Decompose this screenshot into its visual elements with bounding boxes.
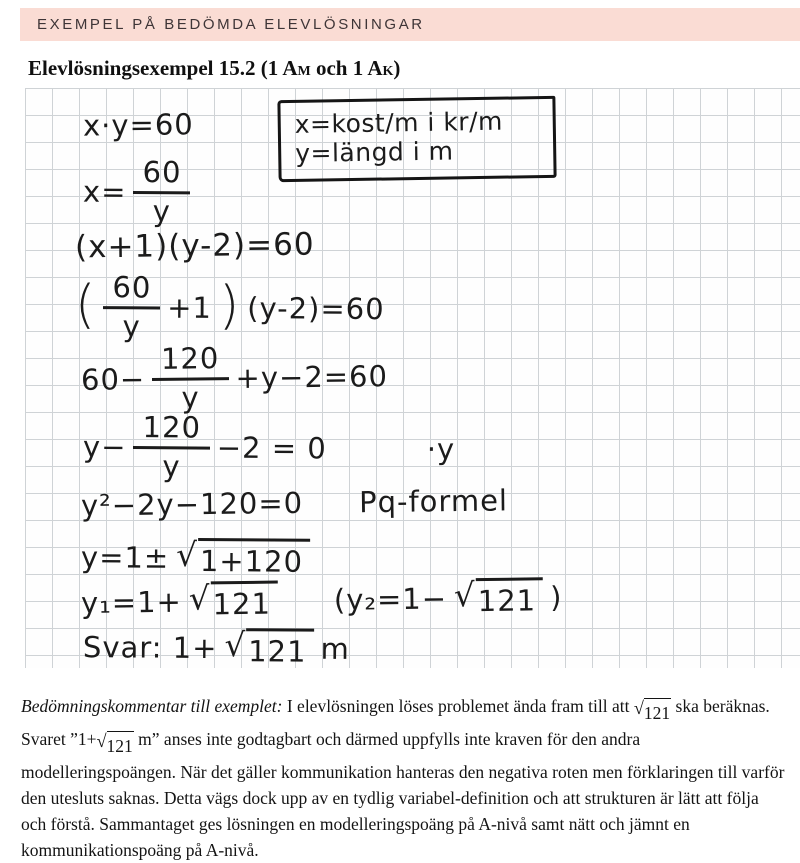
- spacer: [285, 600, 327, 601]
- fraction-120-y: [152, 341, 229, 415]
- page-title-smallcap-m: M: [297, 64, 311, 79]
- fraction-denominator: y: [181, 380, 200, 415]
- spacer: [334, 448, 420, 449]
- section-banner: [20, 8, 800, 41]
- square-root: [224, 628, 313, 669]
- equation-lhs: x=: [82, 174, 127, 209]
- answer-label: Svar: 1+: [82, 630, 218, 666]
- fraction-60-y: [103, 270, 160, 344]
- inline-square-root: [634, 698, 671, 726]
- fraction-denominator: y: [122, 309, 141, 344]
- page-title-smallcap-k: K: [382, 64, 394, 79]
- work-line-5: [81, 342, 389, 414]
- big-close-paren: ): [218, 275, 241, 336]
- equation-rest: (y-2)=60: [247, 291, 385, 327]
- fraction-denominator: y: [152, 194, 171, 229]
- inline-square-root: [96, 731, 133, 759]
- equation-pre: 60−: [80, 362, 146, 397]
- equation-pre: y=1±: [80, 540, 170, 575]
- radical-sign-icon: √: [633, 698, 644, 718]
- commentary-text: I elevlösningen löses problemet ända fram till att: [282, 696, 634, 716]
- page-title-text: Elevlösningsexempel 15.2 (1 A: [28, 56, 298, 80]
- radical-sign-icon: √: [176, 535, 199, 575]
- equation-xy-60: x·y=60: [82, 107, 194, 143]
- answer-unit: m: [320, 631, 350, 666]
- work-line-6: [82, 410, 456, 484]
- square-root: [454, 577, 544, 618]
- variable-definition-box: [277, 96, 556, 182]
- commentary-text: ska beräknas. Svaret ”1+: [21, 696, 770, 750]
- commentary-text: m” anses inte godtagbart och därmed uppfylls inte kraven för den andra modelleringspoängen. När det gäller kommunikation hanteras den negativa roten men förklaringen till varför den utesluts saknas. Detta vägs dock upp av en tydlig variabel-definition och att strukturen är lätt att följa och förstå. Sammantaget ges lösningen en modelleringspoäng på A-nivå samt nätt och jämnt en kommunikationspoäng på A-nivå.: [21, 729, 785, 861]
- pq-formula-annotation: Pq-formel: [358, 483, 509, 520]
- variable-def-x: x=kost/m i kr/m: [294, 106, 504, 139]
- square-root: [176, 535, 310, 579]
- fraction-numerator: 60: [133, 158, 190, 194]
- radicand: 121: [476, 577, 544, 618]
- radicand: 121: [246, 628, 314, 668]
- radical-sign-icon: √: [188, 579, 211, 618]
- work-line-answer: [83, 627, 350, 669]
- fraction-denominator: y: [162, 449, 181, 484]
- quadratic-equation: y²−2y−120=0: [80, 485, 304, 523]
- root-1: y₁=1+: [80, 584, 183, 620]
- page-title-text-end: ): [393, 56, 401, 80]
- radical-sign-icon: √: [453, 576, 476, 615]
- commentary-lead-italic: Bedömningskommentar till exemplet:: [21, 696, 283, 716]
- square-root: [189, 581, 279, 622]
- equation-mid: +1: [167, 290, 213, 325]
- work-line-2: [82, 155, 191, 229]
- radical-sign-icon: √: [96, 731, 107, 752]
- grid-paper-worksheet: [25, 88, 800, 668]
- work-line-8: [81, 537, 310, 579]
- fraction-numerator: 60: [103, 273, 160, 309]
- multiply-by-y-annotation: ·y: [426, 432, 456, 467]
- equation-expanded-form: (x+1)(y-2)=60: [74, 226, 315, 266]
- page-title-text-mid: och 1 A: [310, 56, 383, 80]
- fraction-60-y: [133, 155, 190, 229]
- variable-def-y: y=längd i m: [294, 136, 454, 168]
- equation-post: +y−2=60: [235, 359, 389, 395]
- radicand: 121: [107, 731, 134, 759]
- equation-post: −2 = 0: [216, 430, 327, 466]
- page-title: [28, 56, 400, 81]
- spacer: [310, 502, 352, 503]
- fraction-numerator: 120: [133, 413, 210, 450]
- radicand: 1+120: [198, 538, 310, 579]
- fraction-numerator: 120: [152, 344, 229, 381]
- section-banner-label: EXEMPEL PÅ BEDÖMDA ELEVLÖSNINGAR: [37, 16, 425, 33]
- work-line-3: [75, 227, 315, 266]
- work-line-4: [74, 270, 385, 344]
- big-open-paren: (: [74, 274, 97, 335]
- work-line-9: [81, 577, 563, 623]
- close-paren: ): [549, 580, 563, 615]
- fraction-120-y: [133, 410, 210, 484]
- radical-sign-icon: √: [224, 626, 247, 665]
- radicand: 121: [644, 698, 671, 726]
- work-line-7: [81, 483, 508, 522]
- radicand: 121: [210, 581, 278, 622]
- work-line-1: [83, 107, 194, 142]
- root-2: (y₂=1−: [333, 581, 448, 617]
- equation-pre: y−: [82, 429, 127, 465]
- assessment-commentary: [21, 693, 785, 863]
